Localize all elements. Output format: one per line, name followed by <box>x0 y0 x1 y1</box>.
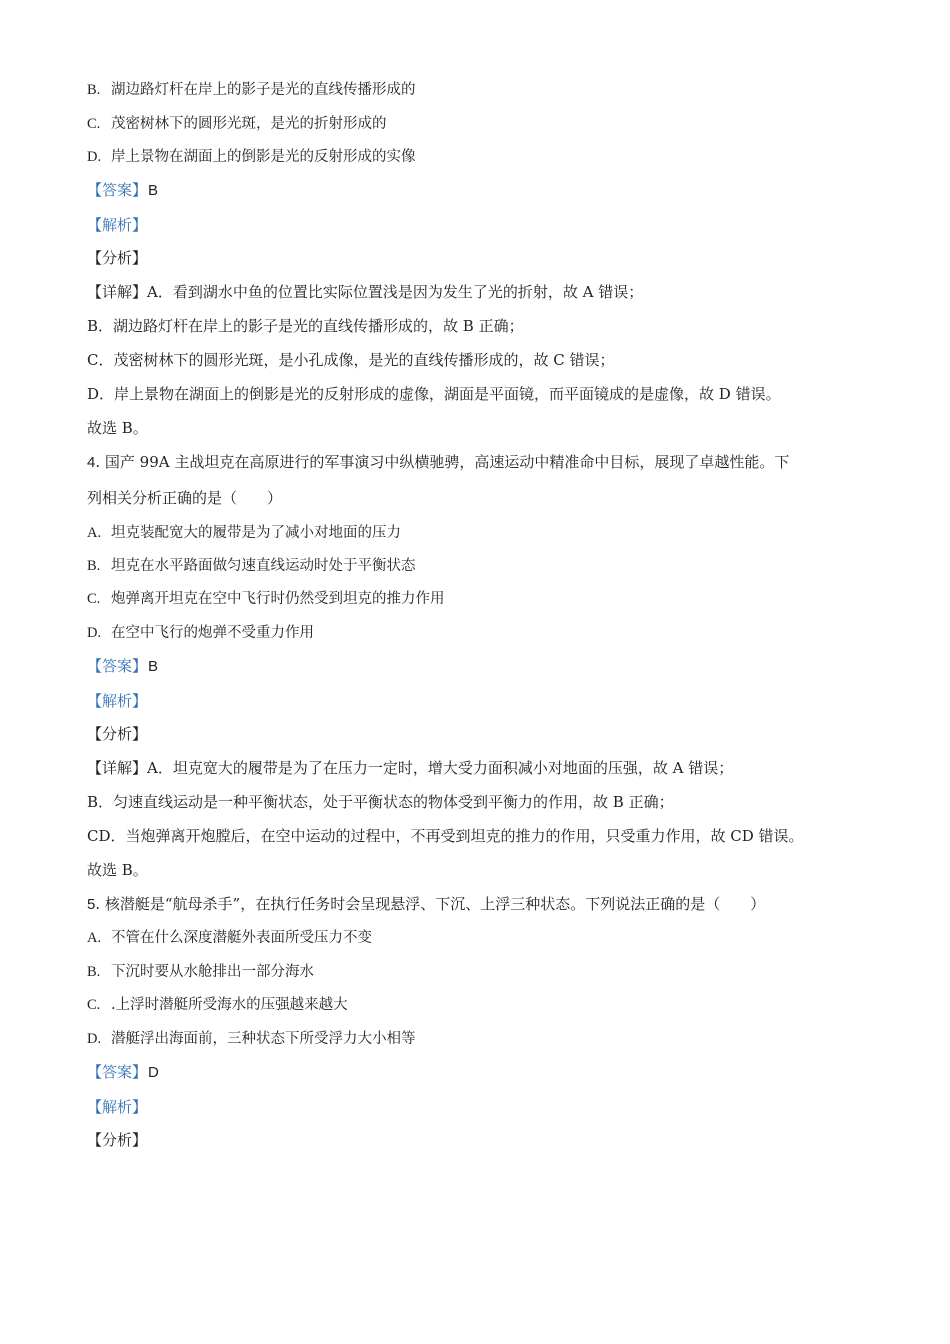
q5-option-a: A. 不管在什么深度潜艇外表面所受压力不变 <box>87 930 372 946</box>
prev-conclusion: 故选 B。 <box>87 419 148 437</box>
q4-analysis-heading: 【分析】 <box>87 725 148 743</box>
question-stem: . 核潜艇是“航母杀手”，在执行任务时会呈现悬浮、下沉、上浮三种状态。下列说法正确的是（ ） <box>95 895 766 913</box>
detail-text: A．看到湖水中鱼的位置比实际位置浅是因为发生了光的折射，故 A 错误； <box>147 283 644 301</box>
option-letter: B. <box>87 82 101 98</box>
option-text: 湖边路灯杆在岸上的影子是光的直线传播形成的 <box>111 82 416 98</box>
q5-answer: 【答案】D <box>87 1063 159 1081</box>
q4-stem-line1 <box>87 452 789 473</box>
prev-answer <box>87 180 158 201</box>
option-text: 岸上景物在湖面上的倒影是光的反射形成的实像 <box>111 149 416 165</box>
q5-analysis-heading: 【分析】 <box>87 1131 148 1149</box>
prev-option-b <box>87 80 416 100</box>
question-stem: . 国产 99A 主战坦克在高原进行的军事演习中纵横驰骋，高速运动中精准命中目标，展现了卓越性能。下 <box>95 453 790 471</box>
q4-detail-line-cd: CD．当炮弹离开炮膛后，在空中运动的过程中，不再受到坦克的推力的作用，只受重力作用，故 CD 错误。 <box>87 827 804 845</box>
q5-explanation-heading: 【解析】 <box>87 1098 148 1116</box>
q5-option-c: C. .上浮时潜艇所受海水的压强越来越大 <box>87 997 348 1013</box>
q4-detail-line-b: B．匀速直线运动是一种平衡状态，处于平衡状态的物体受到平衡力的作用，故 B 正确； <box>87 793 674 811</box>
q5-option-b: B. 下沉时要从水舱排出一部分海水 <box>87 964 314 980</box>
question-number: 4 <box>87 454 96 471</box>
q4-explanation-heading: 【解析】 <box>87 692 148 710</box>
prev-detail-line-b: B．湖边路灯杆在岸上的影子是光的直线传播形成的，故 B 正确； <box>87 317 524 335</box>
option-letter: C. <box>87 116 101 132</box>
prev-option-d <box>87 147 416 167</box>
prev-detail-line-d: D．岸上景物在湖面上的倒影是光的反射形成的虚像，湖面是平面镜，而平面镜成的是虚像，故 D 错误。 <box>87 385 781 403</box>
q4-detail-line-a: 【详解】A．坦克宽大的履带是为了在压力一定时，增大受力面积减小对地面的压强，故 A 错误； <box>87 759 734 777</box>
q4-option-a: A. 坦克装配宽大的履带是为了减小对地面的压力 <box>87 525 401 541</box>
prev-detail-line-c: C．茂密树林下的圆形光斑，是小孔成像，是光的直线传播形成的，故 C 错误； <box>87 351 615 369</box>
q4-conclusion: 故选 B。 <box>87 861 148 879</box>
q4-option-d: D. 在空中飞行的炮弹不受重力作用 <box>87 625 314 641</box>
q4-answer: 【答案】B <box>87 657 159 675</box>
q4-option-c: C. 炮弹离开坦克在空中飞行时仍然受到坦克的推力作用 <box>87 591 445 607</box>
question-number: 5 <box>87 896 96 913</box>
prev-analysis-heading: 【分析】 <box>87 249 148 267</box>
answer-tag: 【答案】 <box>87 181 148 199</box>
q5-option-d: D. 潜艇浮出海面前，三种状态下所受浮力大小相等 <box>87 1031 416 1047</box>
q5-stem-line1 <box>87 894 765 915</box>
prev-detail-line-a <box>87 282 643 302</box>
detail-tag: 【详解】 <box>87 283 148 301</box>
q4-option-b: B. 坦克在水平路面做匀速直线运动时处于平衡状态 <box>87 558 416 574</box>
option-letter: D. <box>87 149 102 165</box>
option-text: 茂密树林下的圆形光斑，是光的折射形成的 <box>111 116 387 132</box>
prev-option-c <box>87 114 387 134</box>
answer-value: B <box>148 182 159 199</box>
q4-stem-line2: 列相关分析正确的是（ ） <box>87 489 283 507</box>
prev-explanation-heading: 【解析】 <box>87 216 148 234</box>
